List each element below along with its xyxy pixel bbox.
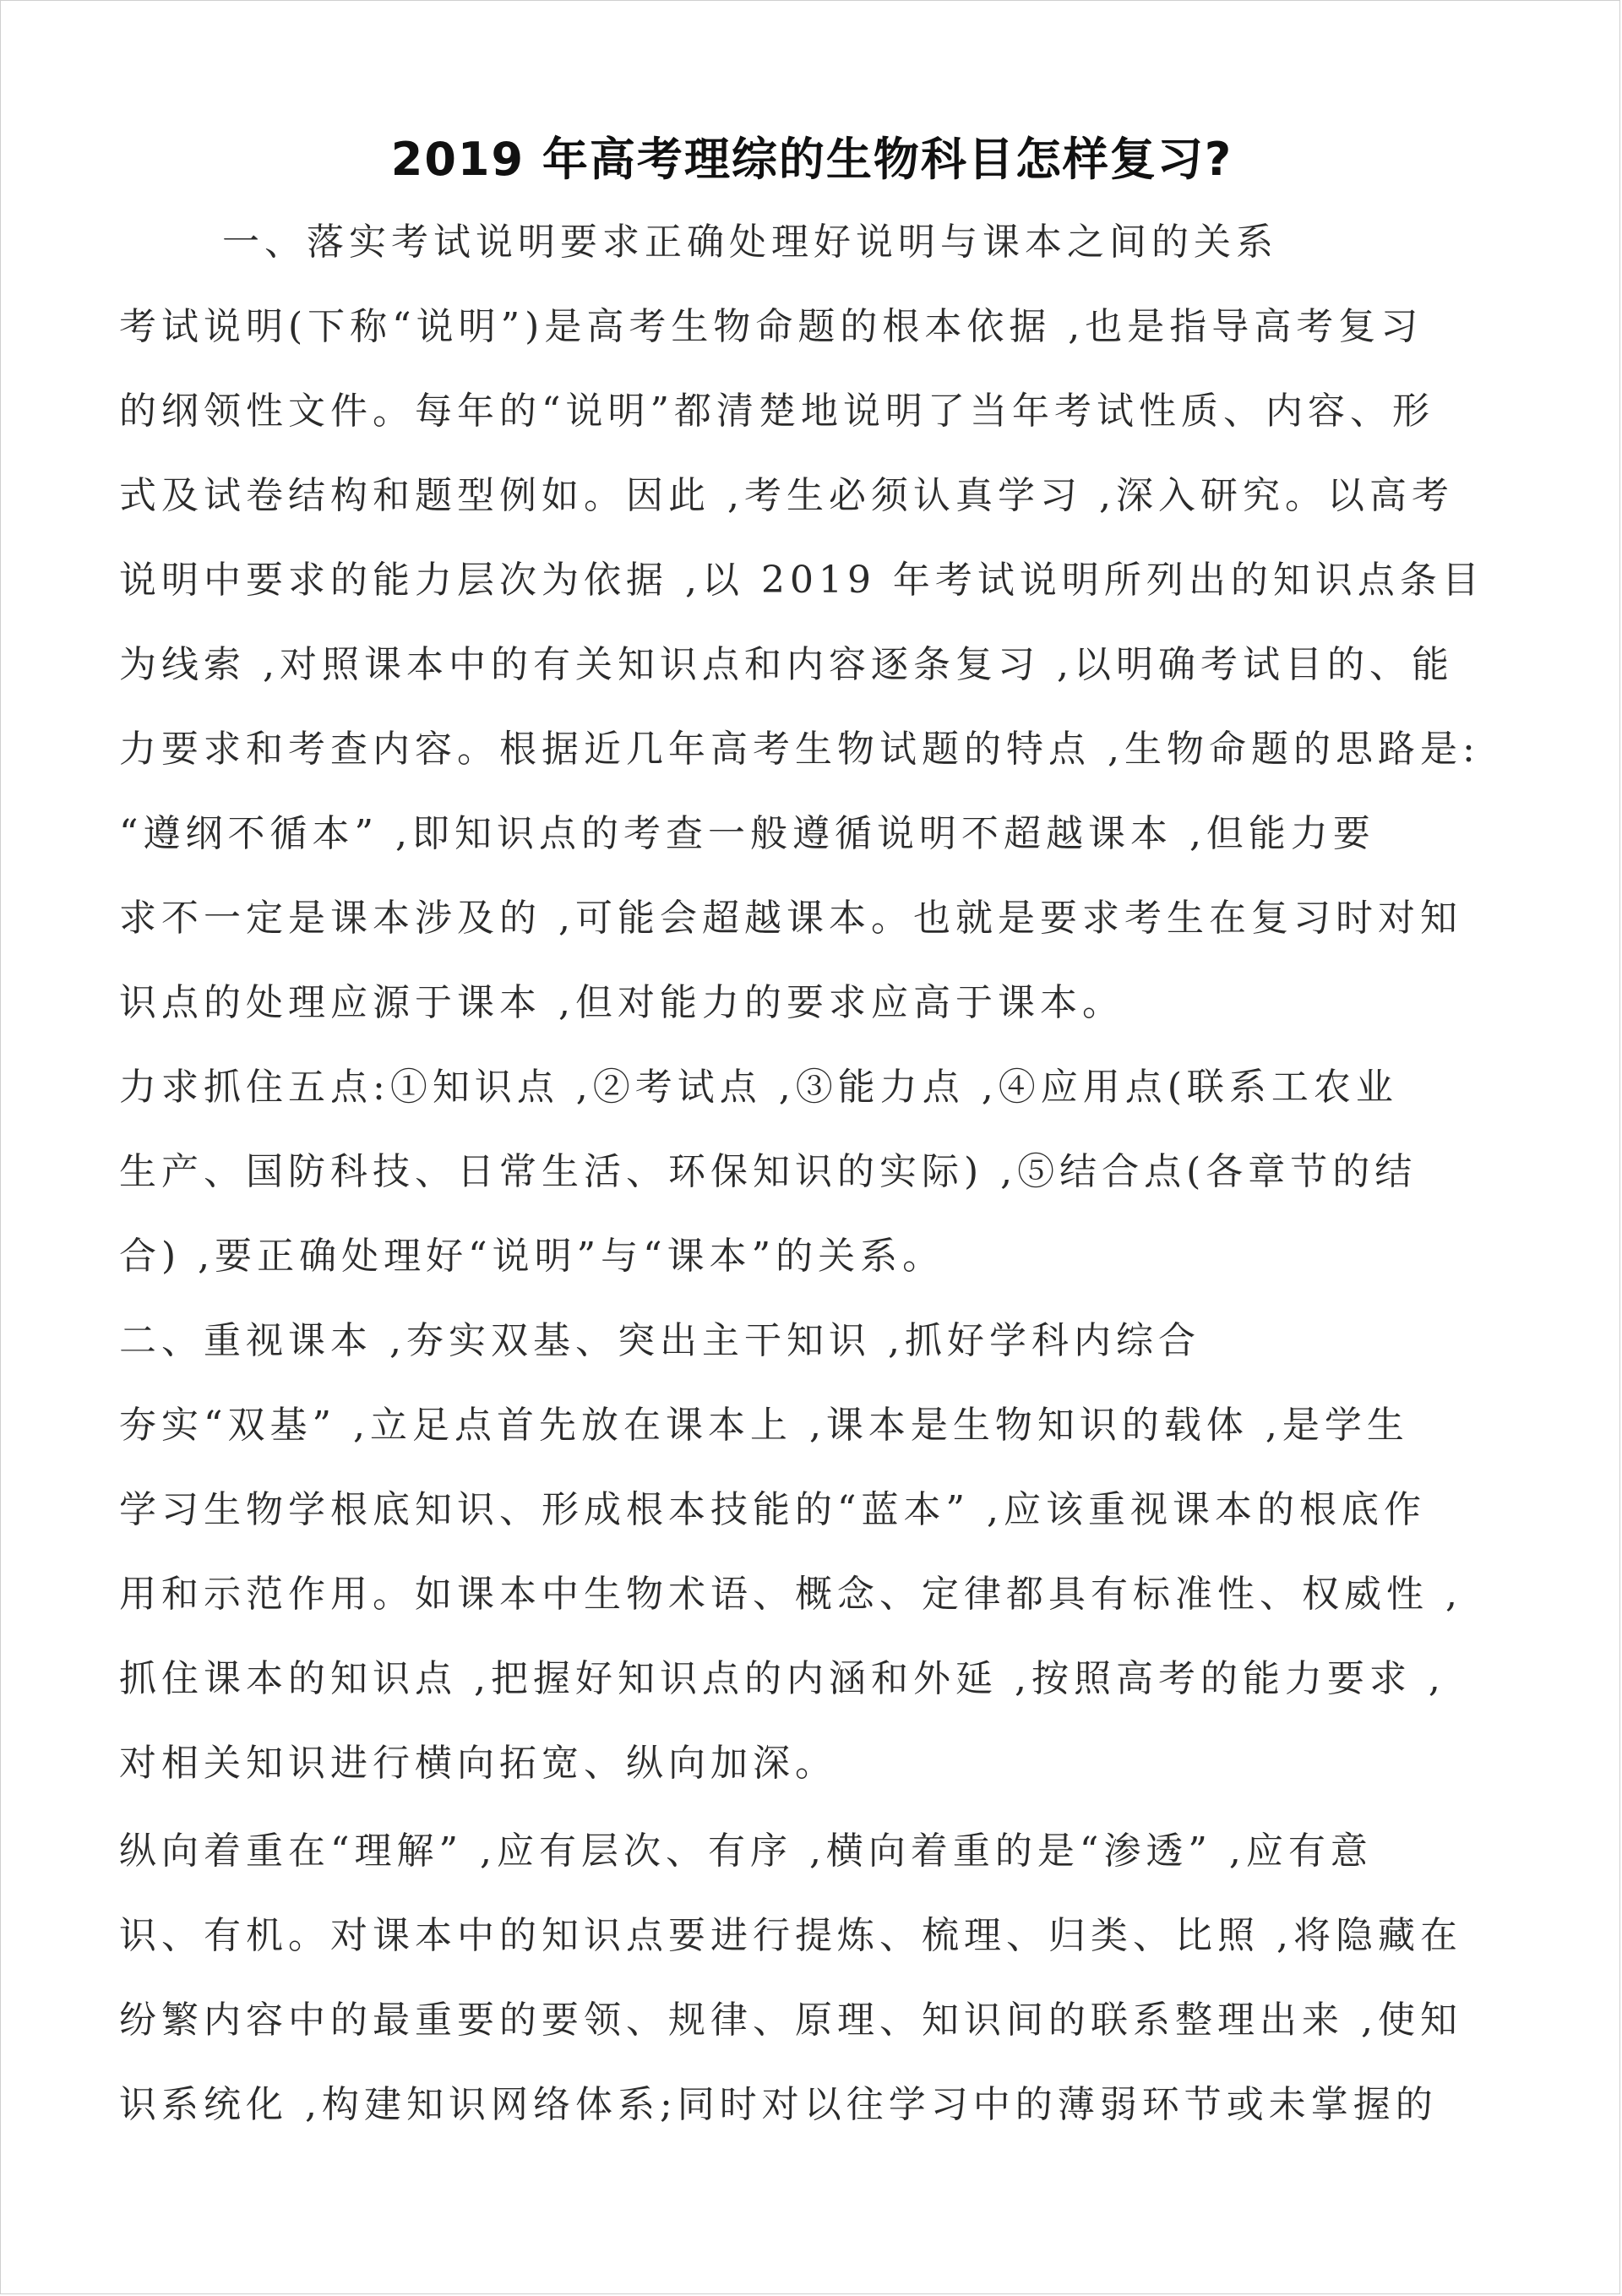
paragraph-line: 合) ,要正确处理好“说明”与“课本”的关系。 xyxy=(119,1235,945,1278)
paragraph-line: 纵向着重在“理解” ,应有层次、有序 ,横向着重的是“渗透” ,应有意 xyxy=(119,1830,1373,1873)
section-heading: 二、重视课本 ,夯实双基、突出主干知识 ,抓好学科内综合 xyxy=(119,1319,1200,1362)
paragraph-line: 生产、国防科技、日常生活、环保知识的实际) ,⑤结合点(各章节的结 xyxy=(119,1150,1418,1193)
paragraph-line: 式及试卷结构和题型例如。因此 ,考生必须认真学习 ,深入研究。以高考 xyxy=(119,474,1454,517)
paragraph-line: 考试说明(下称“说明”)是高考生物命题的根本依据 ,也是指导高考复习 xyxy=(119,305,1423,348)
paragraph-line: 对相关知识进行横向拓宽、纵向加深。 xyxy=(119,1742,837,1785)
paragraph-line: 用和示范作用。如课本中生物术语、概念、定律都具有标准性、权威性 , xyxy=(119,1573,1462,1616)
paragraph-line: 纷繁内容中的最重要的要领、规律、原理、知识间的联系整理出来 ,使知 xyxy=(119,1999,1462,2042)
document-title: 2019 年高考理综的生物科目怎样复习? xyxy=(390,133,1233,186)
paragraph-line: 识点的处理应源于课本 ,但对能力的要求应高于课本。 xyxy=(119,981,1124,1024)
paragraph-line: 求不一定是课本涉及的 ,可能会超越课本。也就是要求考生在复习时对知 xyxy=(119,897,1462,940)
paragraph-line: 识系统化 ,构建知识网络体系;同时对以往学习中的薄弱环节或未掌握的 xyxy=(119,2083,1438,2126)
paragraph-line: 力要求和考查内容。根据近几年高考生物试题的特点 ,生物命题的思路是: xyxy=(119,728,1480,771)
section-heading: 一、落实考试说明要求正确处理好说明与课本之间的关系 xyxy=(222,221,1278,264)
paragraph-line: 说明中要求的能力层次为依据 ,以 2019 年考试说明所列出的知识点条目 xyxy=(119,559,1484,602)
paragraph-line: 学习生物学根底知识、形成根本技能的“蓝本” ,应该重视课本的根底作 xyxy=(119,1488,1426,1531)
paragraph-line: 夯实“双基” ,立足点首先放在课本上 ,课本是生物知识的载体 ,是学生 xyxy=(119,1404,1409,1447)
paragraph-line: 的纲领性文件。每年的“说明”都清楚地说明了当年考试性质、内容、形 xyxy=(119,390,1434,433)
paragraph-line: 力求抓住五点:①知识点 ,②考试点 ,③能力点 ,④应用点(联系工农业 xyxy=(119,1066,1398,1109)
paragraph-line: 抓住课本的知识点 ,把握好知识点的内涵和外延 ,按照高考的能力要求 , xyxy=(119,1657,1445,1700)
paragraph-line: 为线索 ,对照课本中的有关知识点和内容逐条复习 ,以明确考试目的、能 xyxy=(119,643,1454,686)
paragraph-line: 识、有机。对课本中的知识点要进行提炼、梳理、归类、比照 ,将隐藏在 xyxy=(119,1914,1462,1957)
paragraph-line: “遵纲不循本” ,即知识点的考查一般遵循说明不超越课本 ,但能力要 xyxy=(119,812,1375,855)
